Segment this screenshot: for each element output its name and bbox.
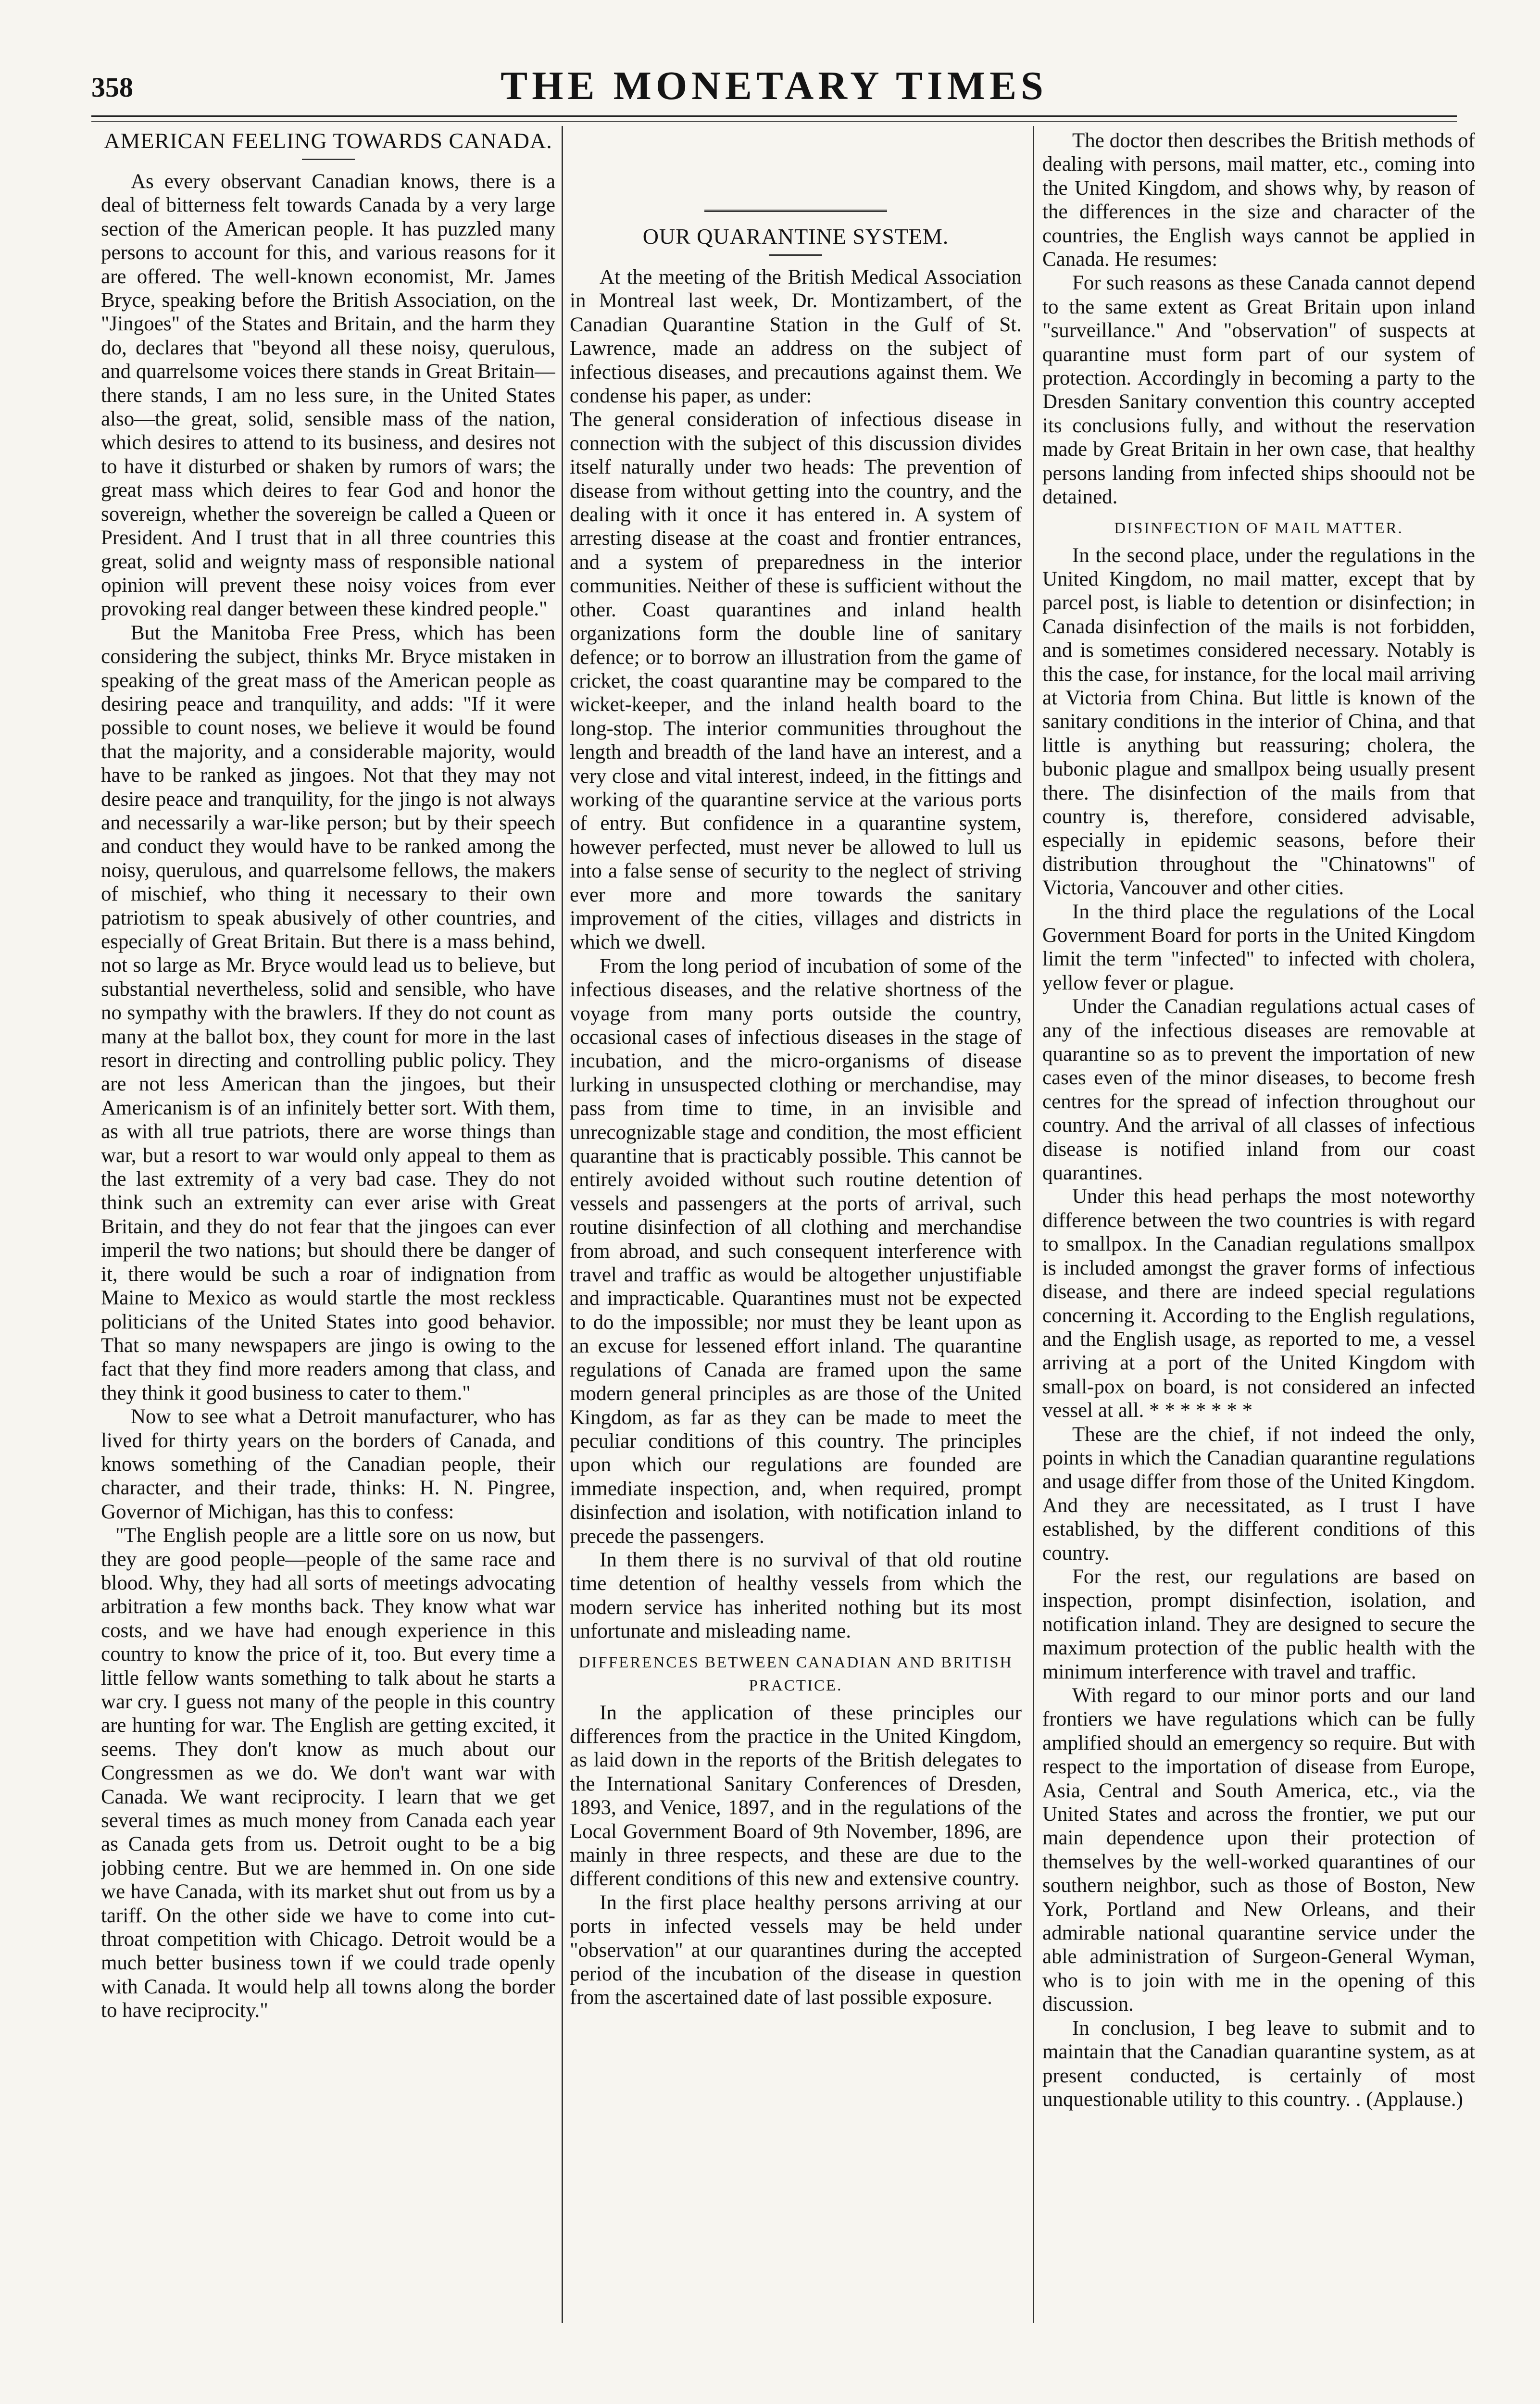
article2-paragraph: Under the Canadian regulations actual cases of any of the infectious diseases are removable at quarantine so as to prevent the importation of new cases even of the minor diseases, to become fresh centres for the spread of infection throughout our country. And the arrival of all classes of infectious disease is notified inland from our coast quarantines. xyxy=(1042,995,1475,1185)
page-number: 358 xyxy=(91,72,133,103)
article2-paragraph: In the third place the regulations of the Local Government Board for ports in the United Kingdom limit the term "infected" to infected with cholera, yellow fever or plague. xyxy=(1042,900,1475,994)
article2-paragraph: In conclusion, I beg leave to submit and to maintain that the Canadian quarantine system, as at present conducted, is certainly of most unquestionable utility to this country. . (Applause.) xyxy=(1042,2016,1475,2111)
column-divider-1 xyxy=(562,126,563,2323)
article2-intro: At the meeting of the British Medical Association in Montreal last week, Dr. Montizambert, of the Canadian Quarantine Station in the Gulf of St. Lawrence, made an address on the subject of infectious diseases, and precautions against them. We condense his paper, as under: xyxy=(570,266,1022,408)
article-headline-quarantine: OUR QUARANTINE SYSTEM. xyxy=(642,224,949,249)
article2-paragraph: For such reasons as these Canada cannot depend to the same extent as Great Britain upon inland "surveillance." And "observation" of suspects at quarantine must form part of our system of protection. Accordingly in becoming a party to the Dresden Sanitary convention this country accepted its conclusions fully, and without the reservation made by Great Britain in her own case, that healthy persons landing from infected ships shoould not be detained. xyxy=(1042,272,1475,509)
article2-paragraph: The general consideration of infectious disease in connection with the subject of this discussion divides itself naturally under two heads: The prevention of disease from without getting into the country, and the dealing with it once it has entered in. A system of arresting disease at the coast and frontier entrances, and a system of preparedness in the interior communities. Neither of these is sufficient without the other. Coast quarantines and inland health organizations form the double line of sanitary defence; or to borrow an illustration from the game of cricket, the coast quarantine may be compared to the wicket-keeper, and the inland health board to the long-stop. The interior communities throughout the length and breadth of the land have an interest, and a very close and vital interest, indeed, in the fittings and working of the quarantine service at the various ports of entry. But confidence in a quarantine system, however perfected, must never be allowed to lull us into a false sense of security to the neglect of striving ever more and more towards the sanitary improvement of the cities, villages and districts in which we dwell. xyxy=(570,408,1022,954)
column-divider-2 xyxy=(1033,126,1034,2323)
masthead xyxy=(91,63,1457,115)
article2-paragraph: Under this head perhaps the most noteworthy difference between the two countries is with regard to smallpox. In the Canadian regulations smallpox is included amongst the graver forms of infectious disease, and there are indeed special regulations concerning it. According to the English regulations, and the English usage, as reported to me, a vessel arriving at a port of the United Kingdom with small-pox on board, is not considered an infected vessel at all. * * * * * * * xyxy=(1042,1185,1475,1422)
article-separator-rule xyxy=(704,210,887,212)
masthead-rule xyxy=(91,115,1457,117)
headline-rule xyxy=(302,159,355,160)
article2-paragraph: In them there is no survival of that old routine time detention of healthy vessels from which the modern service has inherited nothing but its most unfortunate and misleading name. xyxy=(570,1548,1022,1643)
headline-rule xyxy=(769,254,822,256)
article1-paragraph: But the Manitoba Free Press, which has been considering the subject, thinks Mr. Bryce mistaken in speaking of the great mass of the American people as desiring peace and tranquility, and adds: "If it were possible to count noses, we believe it would be found that the majority, and a considerable majority, would have to be ranked as jingoes. Not that they may not desire peace and tranquility, for the jingo is not always and necessarily a war-like person; but by their speech and conduct they would have to be ranked among the noisy, querulous, and quarrelsome fellows, the makers of mischief, who thing it necessary to their own patriotism to speak abusively of other countries, and especially of Great Britain. But there is a mass behind, not so large as Mr. Bryce would lead us to believe, but substantial nevertheless, solid and sensible, who have no sympathy with the brawlers. If they do not count as many at the ballot box, they count for more in the last resort in directing and controlling public policy. They are not less American than the jingoes, but their Americanism is of an infinitely better sort. With them, as with all true patriots, there are worse things than war, but a resort to war would only appeal to them as the last extremity of a very bad case. They do not think such an extremity can ever arise with Great Britain, and they do not fear that the jingoes can ever imperil the two nations; but should there be danger of it, there would be such a roar of indignation from Maine to Mexico as would startle the most reckless politicians of the United States into good behavior. That so many newspapers are jingo is owing to the fact that they find more readers among that class, and they think it good business to cater to them." xyxy=(101,621,555,1404)
article2-paragraph: From the long period of incubation of some of the infectious diseases, and the relative shortness of the voyage from many ports outside the country, occasional cases of infectious diseases in the stage of incubation, and the micro-organisms of disease lurking in unsuspected clothing or merchandise, may pass from time to time, in an invisible and unrecognizable stage and condition, the most efficient quarantine that is practicably possible. This cannot be entirely avoided without such routine detention of vessels and passengers at the ports of arrival, such routine disinfection of all clothing and merchandise from abroad, and such consequent interference with travel and traffic as would be altogether unjustifiable and impracticable. Quarantines must not be expected to do the impossible; nor must they be leant upon as an excuse for lessened effort inland. The quarantine regulations of Canada are framed upon the same modern general principles as are those of the United Kingdom, as far as they can be made to meet the peculiar conditions of this country. The principles upon which our regulations are founded are immediate inspection, and, when required, prompt disinfection and isolation, with notification inland to precede the passengers. xyxy=(570,954,1022,1548)
column-2 xyxy=(570,202,1022,2394)
article-headline-american-feeling: AMERICAN FEELING TOWARDS CANADA. xyxy=(104,129,552,153)
subhead-mail-disinfection: DISINFECTION OF MAIL MATTER. xyxy=(1114,519,1403,537)
article2-paragraph: In the first place healthy persons arriving at our ports in infected vessels may be held under "observation" at our quarantines during the accepted period of the incubation of the disease in question from the ascertained date of last possible exposure. xyxy=(570,1891,1022,2009)
article2-paragraph: With regard to our minor ports and our land frontiers we have regulations which can be fully amplified should an emergency so require. But with respect to the importation of disease from Europe, Asia, Central and South America, etc., via the United States and across the frontier, we put our main dependence upon their protection of themselves by the well-worked quarantines of our southern neighbor, such as those of Boston, New York, Portland and New Orleans, and their admirable national quarantine service under the able administration of Surgeon-General Wyman, who is to join with me in the opening of this discussion. xyxy=(1042,1684,1475,2016)
publication-title: THE MONETARY TIMES xyxy=(501,63,1048,108)
column-1 xyxy=(101,129,555,2321)
article1-quote: "The English people are a little sore on us now, but they are good people—people of the same race and blood. Why, they had all sorts of meetings advocating arbitration a few months back. They know what war costs, and we have had enough experience in this country to know the price of it, too. But every time a little fellow wants something to talk about he starts a war cry. I guess not many of the people in this country are hunting for war. The English are getting excited, it seems. They don't know as much about our Congressmen as we do. We don't want war with Canada. We want reciprocity. I learn that we get several times as much money from Canada each year as Canada gets from us. Detroit ought to be a big jobbing centre. But we are hemmed in. On one side we have Canada, with its market shut out from us by a tariff. On the other side we have to come into cut-throat competition with Chicago. Detroit would be a much better business town if we could trade openly with Canada. It would help all towns along the border to have reciprocity." xyxy=(101,1524,555,2022)
subhead-differences: DIFFERENCES BETWEEN CANADIAN AND BRITISH PRACTICE. xyxy=(578,1653,1013,1694)
masthead-rule-thin xyxy=(91,121,1457,122)
column-3 xyxy=(1042,129,1475,2321)
article2-paragraph: The doctor then describes the British methods of dealing with persons, mail matter, etc., coming into the United Kingdom, and shows why, by reason of the differences in the size and character of the countries, the English ways cannot be applied in Canada. He resumes: xyxy=(1042,129,1475,271)
article2-paragraph: These are the chief, if not indeed the only, points in which the Canadian quarantine regulations and usage differ from those of the United Kingdom. And they are necessitated, as I trust I have established, by the different conditions of this country. xyxy=(1042,1423,1475,1565)
article2-paragraph: For the rest, our regulations are based on inspection, prompt disinfection, isolation, and notification inland. They are designed to secure the maximum protection of the public health with the minimum interference with travel and traffic. xyxy=(1042,1565,1475,1683)
article2-paragraph: In the second place, under the regulations in the United Kingdom, no mail matter, except that by parcel post, is liable to detention or disinfection; in Canada disinfection of the mails is not forbidden, and is sometimes considered necessary. Notably is this the case, for instance, for the local mail arriving at Victoria from China. But little is known of the sanitary conditions in the interior of China, and that little is anything but reassuring; cholera, the bubonic plague and smallpox being usually present there. The disinfection of the mails from that country is, therefore, considered advisable, especially in epidemic seasons, before their distribution throughout the "Chinatowns" of Victoria, Vancouver and other cities. xyxy=(1042,544,1475,900)
article1-paragraph: As every observant Canadian knows, there is a deal of bitterness felt towards Canada by a very large section of the American people. It has puzzled many persons to account for this, and various reasons for it are offered. The well-known economist, Mr. James Bryce, speaking before the British Association, on the "Jingoes" of the States and Britain, and the harm they do, declares that "beyond all these noisy, querulous, and quarrelsome voices there stands in Great Britain—there stands, I am no less sure, in the United States also—the great, solid, sensible mass of the nation, which desires to attend to its business, and desires not to have it disturbed or shaken by rumors of wars; the great mass which deires to fear God and honor the sovereign, whether the sovereign be called a Queen or President. And I trust that in all three countries this great, solid and weignty mass of responsible national opinion will prevent these noisy voices from ever provoking real danger between these kindred people." xyxy=(101,170,555,621)
article2-paragraph: In the application of these principles our differences from the practice in the United Kingdom, as laid down in the reports of the British delegates to the International Sanitary Conferences of Dresden, 1893, and Venice, 1897, and in the regulations of the Local Government Board of 9th November, 1896, are mainly in three respects, and these are due to the different conditions of this new and extensive country. xyxy=(570,1701,1022,1891)
article1-paragraph: Now to see what a Detroit manufacturer, who has lived for thirty years on the borders of Canada, and knows something of the Canadian people, their character, and their trade, thinks: H. N. Pingree, Governor of Michigan, has this to confess: xyxy=(101,1405,555,1523)
